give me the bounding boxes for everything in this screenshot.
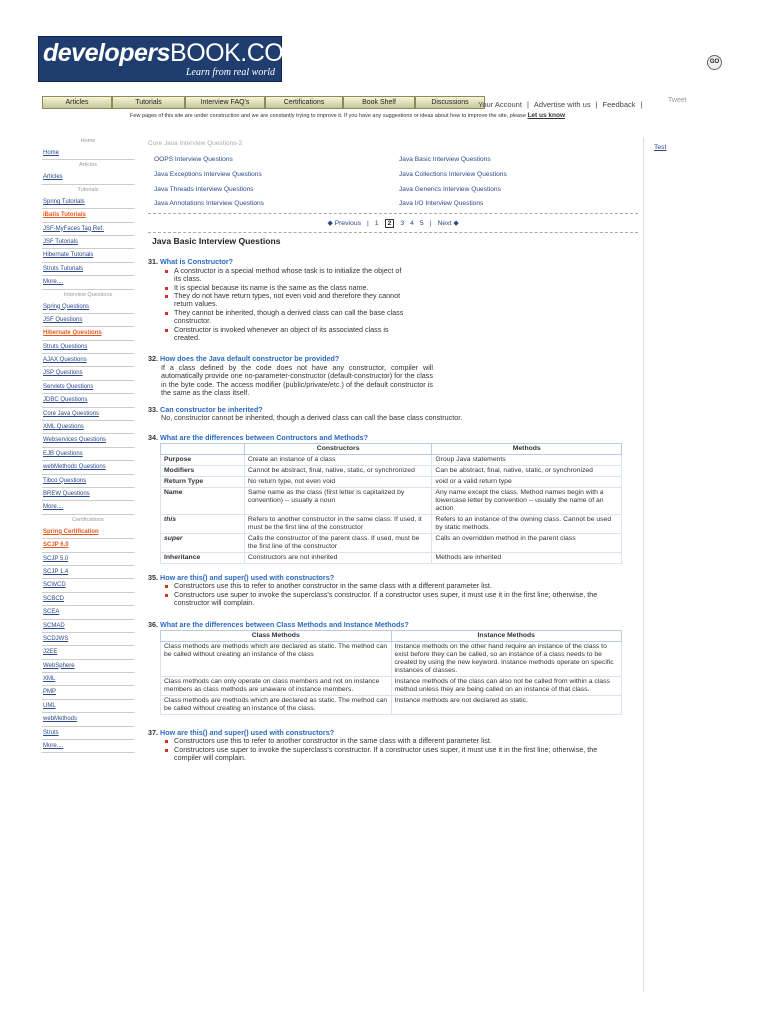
question-31: 31. What is Constructor? <box>148 257 234 267</box>
table-row <box>161 514 622 533</box>
sidebar-item[interactable]: SCMAD <box>42 620 134 633</box>
sidebar-item[interactable]: BREW Questions <box>42 488 134 501</box>
answer-list-31 <box>164 267 410 343</box>
table-cell: Create an instance of a class <box>244 454 432 465</box>
let-us-know-link[interactable]: Let us know <box>527 112 566 119</box>
page-link-1[interactable]: 1 <box>374 219 379 227</box>
table-cell: Refers to an instance of the owning class. Cannot be used by static methods. <box>432 514 622 533</box>
sidebar-item[interactable]: AJAX Questions <box>42 354 134 367</box>
table-cell: Methods are inherited <box>432 552 622 563</box>
table-cell: Calls an overridden method in the parent class <box>432 533 622 552</box>
site-notice: Few pages of this site are under construction and we are constantly trying to improve it. If you have any suggestions or ideas about how to improve the site, please Let us know <box>130 112 566 119</box>
question-category-link[interactable]: Java Generics Interview Questions <box>399 185 501 193</box>
divider <box>148 213 638 214</box>
list-item: Constructors use super to invoke the superclass's constructor. If a constructor uses super, it must use it in the first line; otherwise, the constructor will complain. <box>164 591 624 608</box>
right-divider <box>643 137 644 992</box>
page-title: Java Basic Interview Questions <box>152 236 281 246</box>
table-cell: Class methods are methods which are declared as static. The method can be called without creating an instance of the class. <box>161 695 392 714</box>
column-header: Constructors <box>244 443 432 454</box>
list-item: It is special because its name is the same as the class name. <box>164 284 410 292</box>
sidebar-item[interactable]: Core Java Questions <box>42 408 134 421</box>
sidebar-item[interactable]: SCJP 6.0 <box>42 539 134 552</box>
sidebar-item[interactable]: Hibernate Questions <box>42 327 134 340</box>
sidebar-item[interactable]: SCDJWS <box>42 633 134 646</box>
list-item: A constructor is a special method whose task is to initialize the object of its class. <box>164 267 410 284</box>
column-header: Instance Methods <box>391 630 622 641</box>
next-link[interactable]: Next ◆ <box>437 219 459 227</box>
site-logo[interactable] <box>38 36 304 82</box>
question-category-link[interactable]: Java Exceptions Interview Questions <box>154 171 262 178</box>
list-item: They cannot be inherited, though a derived class can call the base class constructor. <box>164 309 410 326</box>
sidebar-item[interactable]: SCWCD <box>42 579 134 592</box>
main-content <box>148 140 638 762</box>
nav-certifications[interactable]: Certifications <box>265 96 343 109</box>
page-link-5[interactable]: 5 <box>419 219 424 227</box>
table-cell: Instance methods of the class can also not be called from within a class method unless they are being called on an instance of that class. <box>391 676 622 695</box>
sidebar-item[interactable]: UML <box>42 700 134 713</box>
answer-32: If a class defined by the code does not have any constructor, compiler will automatically provide one no-parameter-constructor (default-constructor) for the class in the byte code. The access modifier (public/private/etc.) of the default constructor is the same as the class itself. <box>161 362 433 398</box>
table-row <box>161 476 622 487</box>
sidebar-item[interactable]: Home <box>42 147 134 160</box>
sidebar-item[interactable]: Hibernate Tutorials <box>42 249 134 262</box>
top-links <box>478 100 647 109</box>
sidebar-item[interactable]: SCBCD <box>42 593 134 606</box>
sidebar-item[interactable]: JSP Questions <box>42 367 134 380</box>
table-cell: Name <box>161 487 245 514</box>
sidebar-item[interactable]: Struts <box>42 727 134 740</box>
question-category-link[interactable]: Java Collections Interview Questions <box>399 171 507 178</box>
sidebar-item[interactable]: SCJP 5.0 <box>42 553 134 566</box>
table-row <box>161 695 622 714</box>
separator: | <box>595 100 598 109</box>
page-link-4[interactable]: 4 <box>410 219 414 227</box>
table-cell: Purpose <box>161 454 245 465</box>
sidebar-item[interactable]: XML <box>42 673 134 686</box>
table-row <box>161 465 622 476</box>
sidebar-item[interactable]: SCJP 1.4 <box>42 566 134 579</box>
table-row <box>161 487 622 514</box>
sidebar-item[interactable]: webMethods Questions <box>42 461 134 474</box>
table-cell: Group Java statements <box>432 454 622 465</box>
sidebar-item[interactable]: JSF-MyFaces Tag Ref. <box>42 223 134 236</box>
separator: | <box>429 219 432 227</box>
column-header: Class Methods <box>161 630 392 641</box>
divider <box>148 232 638 233</box>
sidebar-item[interactable]: PMP <box>42 686 134 699</box>
question-35: 35. How are this() and super() used with constructors? <box>148 572 335 582</box>
table-cell: Class methods can only operate on class members and not on instance members as class methods are unaware of instance members. <box>161 676 392 695</box>
list-item: Constructors use super to invoke the superclass's constructor. If a constructor uses super, it must use it in the first line; otherwise, the compiler will complain. <box>164 746 624 763</box>
table-row <box>161 552 622 563</box>
toplink-feedback[interactable]: Feedback <box>602 100 636 109</box>
sidebar-item[interactable]: Articles <box>42 171 134 184</box>
list-item: They do not have return types, not even void and therefore they cannot return values. <box>164 292 410 309</box>
table-cell: Modifiers <box>161 465 245 476</box>
table-row <box>161 533 622 552</box>
answer-list-35 <box>164 582 624 607</box>
table-header-row <box>161 630 622 641</box>
toplink-your-account[interactable]: Your Account <box>478 100 522 109</box>
table-header-row <box>161 443 622 454</box>
sidebar-item[interactable]: More.... <box>42 276 134 289</box>
table-cell: Instance methods are not declared as static. <box>391 695 622 714</box>
sidebar-item[interactable]: Servlets Questions <box>42 381 134 394</box>
class-instance-methods-table <box>160 630 622 715</box>
sidebar-item[interactable]: WebSphere <box>42 660 134 673</box>
sidebar-item[interactable]: webMethods <box>42 713 134 726</box>
nav-book-shelf[interactable]: Book Shelf <box>343 96 415 109</box>
sidebar-heading: Tutorials <box>77 186 99 193</box>
question-36: 36. What are the differences between Class Methods and Instance Methods? <box>148 620 409 630</box>
sidebar-item[interactable]: JDBC Questions <box>42 394 134 407</box>
sidebar-item[interactable]: Spring Questions <box>42 301 134 314</box>
table-cell: void or a valid return type <box>432 476 622 487</box>
sidebar-item[interactable]: Spring Tutorials <box>42 196 134 209</box>
table-cell: Refers to another constructor in the same class. If used, it must be the first line of the constructor <box>244 514 432 533</box>
question-34: 34. What are the differences between Contructors and Methods? <box>148 433 369 443</box>
logo-brand: developersBOOK.COM <box>43 39 304 67</box>
question-category-link[interactable]: Java I/O Interview Questions <box>399 200 484 208</box>
separator: | <box>640 100 643 109</box>
sidebar-item[interactable]: Tibco Questions <box>42 475 134 488</box>
table-cell: Cannot be abstract, final, native, static, or synchronized <box>244 465 432 476</box>
separator: | <box>367 219 369 227</box>
sidebar-item[interactable]: Spring Certification <box>42 526 134 539</box>
question-category-links <box>148 156 638 208</box>
table-cell: this <box>161 514 245 533</box>
table-row <box>161 641 622 676</box>
table-cell: super <box>161 533 245 552</box>
question-33: 33. Can constructor be inherited? <box>148 404 263 414</box>
sidebar-item[interactable]: XML Questions <box>42 421 134 434</box>
sidebar-item[interactable]: JSF Questions <box>42 314 134 327</box>
table-row <box>161 676 622 695</box>
table-row <box>161 454 622 465</box>
tweet-button[interactable]: Tweet <box>668 97 687 104</box>
table-cell: Calls the constructor of the parent class. If used, must be the first line of the constructor <box>244 533 432 552</box>
table-cell: Instance methods on the other hand require an instance of the class to exist before they can be called, so an instance of a class needs to be created by using the new keyword. Instance methods operate on specific instances of classes. <box>391 641 622 676</box>
nav-interview-faq-s[interactable]: Interview FAQ's <box>185 96 265 109</box>
page-link-3[interactable]: 3 <box>400 219 405 227</box>
nav-articles[interactable]: Articles <box>42 96 112 109</box>
sidebar-heading: Interview Questions <box>63 291 113 298</box>
sidebar-item[interactable]: More.... <box>42 740 134 753</box>
list-item: Constructors use this to refer to another constructor in the same class with a different parameter list. <box>164 737 624 745</box>
pagination <box>148 220 638 228</box>
column-header <box>161 443 245 454</box>
previous-link[interactable]: ◆ Previous <box>327 219 362 227</box>
nav-discussions[interactable]: Discussions <box>415 96 485 109</box>
go-button[interactable]: GO <box>707 55 722 70</box>
question-category-link[interactable]: Java Basic Interview Questions <box>399 156 491 164</box>
logo-tagline: Learn from real world <box>186 67 275 78</box>
question-category-link[interactable]: OOPS Interview Questions <box>154 156 233 164</box>
sidebar-item[interactable]: EJB Questions <box>42 448 134 461</box>
sidebar-heading: Articles <box>78 162 98 169</box>
table-cell: Any name except the class. Method names begin with a lowercase letter by convention -- usually the name of an action <box>432 487 622 514</box>
answer-list-37 <box>164 737 624 762</box>
question-37: 37. How are this() and super() used with constructors? <box>148 727 335 737</box>
sidebar-heading: Home <box>80 138 96 144</box>
list-item: Constructor is invoked whenever an object of its associated class is created. <box>164 326 410 343</box>
test-link[interactable]: Test <box>654 144 667 151</box>
table-cell: Return Type <box>161 476 245 487</box>
column-header: Methods <box>432 443 622 454</box>
sidebar-item[interactable]: Struts Questions <box>42 341 134 354</box>
sidebar-item[interactable]: More.... <box>42 501 134 514</box>
list-item: Constructors use this to refer to another constructor in the same class with a different parameter list. <box>164 582 624 590</box>
table-cell: Inheritance <box>161 552 245 563</box>
sidebar-item[interactable]: J2EE <box>42 646 134 659</box>
toplink-advertise-with-us[interactable]: Advertise with us <box>533 100 591 109</box>
table-cell: Constructors are not inherited <box>244 552 432 563</box>
constructors-methods-table <box>160 443 622 564</box>
page-link-2[interactable]: 2 <box>385 219 395 228</box>
sidebar-item[interactable]: Webservices Questions <box>42 434 134 447</box>
table-cell: Same name as the class (first letter is capitalized by convention) -- usually a noun <box>244 487 432 514</box>
sidebar-item[interactable]: iBatis Tutorials <box>42 209 134 222</box>
sidebar <box>42 136 134 753</box>
table-cell: Can be abstract, final, native, static, or synchronized <box>432 465 622 476</box>
sidebar-item[interactable]: SCEA <box>42 606 134 619</box>
nav-tutorials[interactable]: Tutorials <box>112 96 185 109</box>
question-32: 32. How does the Java default constructor be provided? <box>148 354 340 364</box>
main-nav <box>42 96 485 109</box>
table-cell: Class methods are methods which are declared as static. The method can be called without creating an instance of the class <box>161 641 392 676</box>
question-category-link[interactable]: Java Threads Interview Questions <box>154 185 254 193</box>
answer-33: No, constructor cannot be inherited, though a derived class can call the base class constructor. <box>161 412 463 422</box>
question-category-link[interactable]: Java Annotations Interview Questions <box>154 200 264 208</box>
sidebar-item[interactable]: JSF Tutorials <box>42 236 134 249</box>
breadcrumb: Core Java Interview Questions-2 <box>148 140 243 147</box>
separator: | <box>526 100 529 109</box>
table-cell: No return type, not even void <box>244 476 432 487</box>
sidebar-item[interactable]: Struts Tutorials <box>42 263 134 276</box>
sidebar-heading: Certifications <box>72 516 104 523</box>
